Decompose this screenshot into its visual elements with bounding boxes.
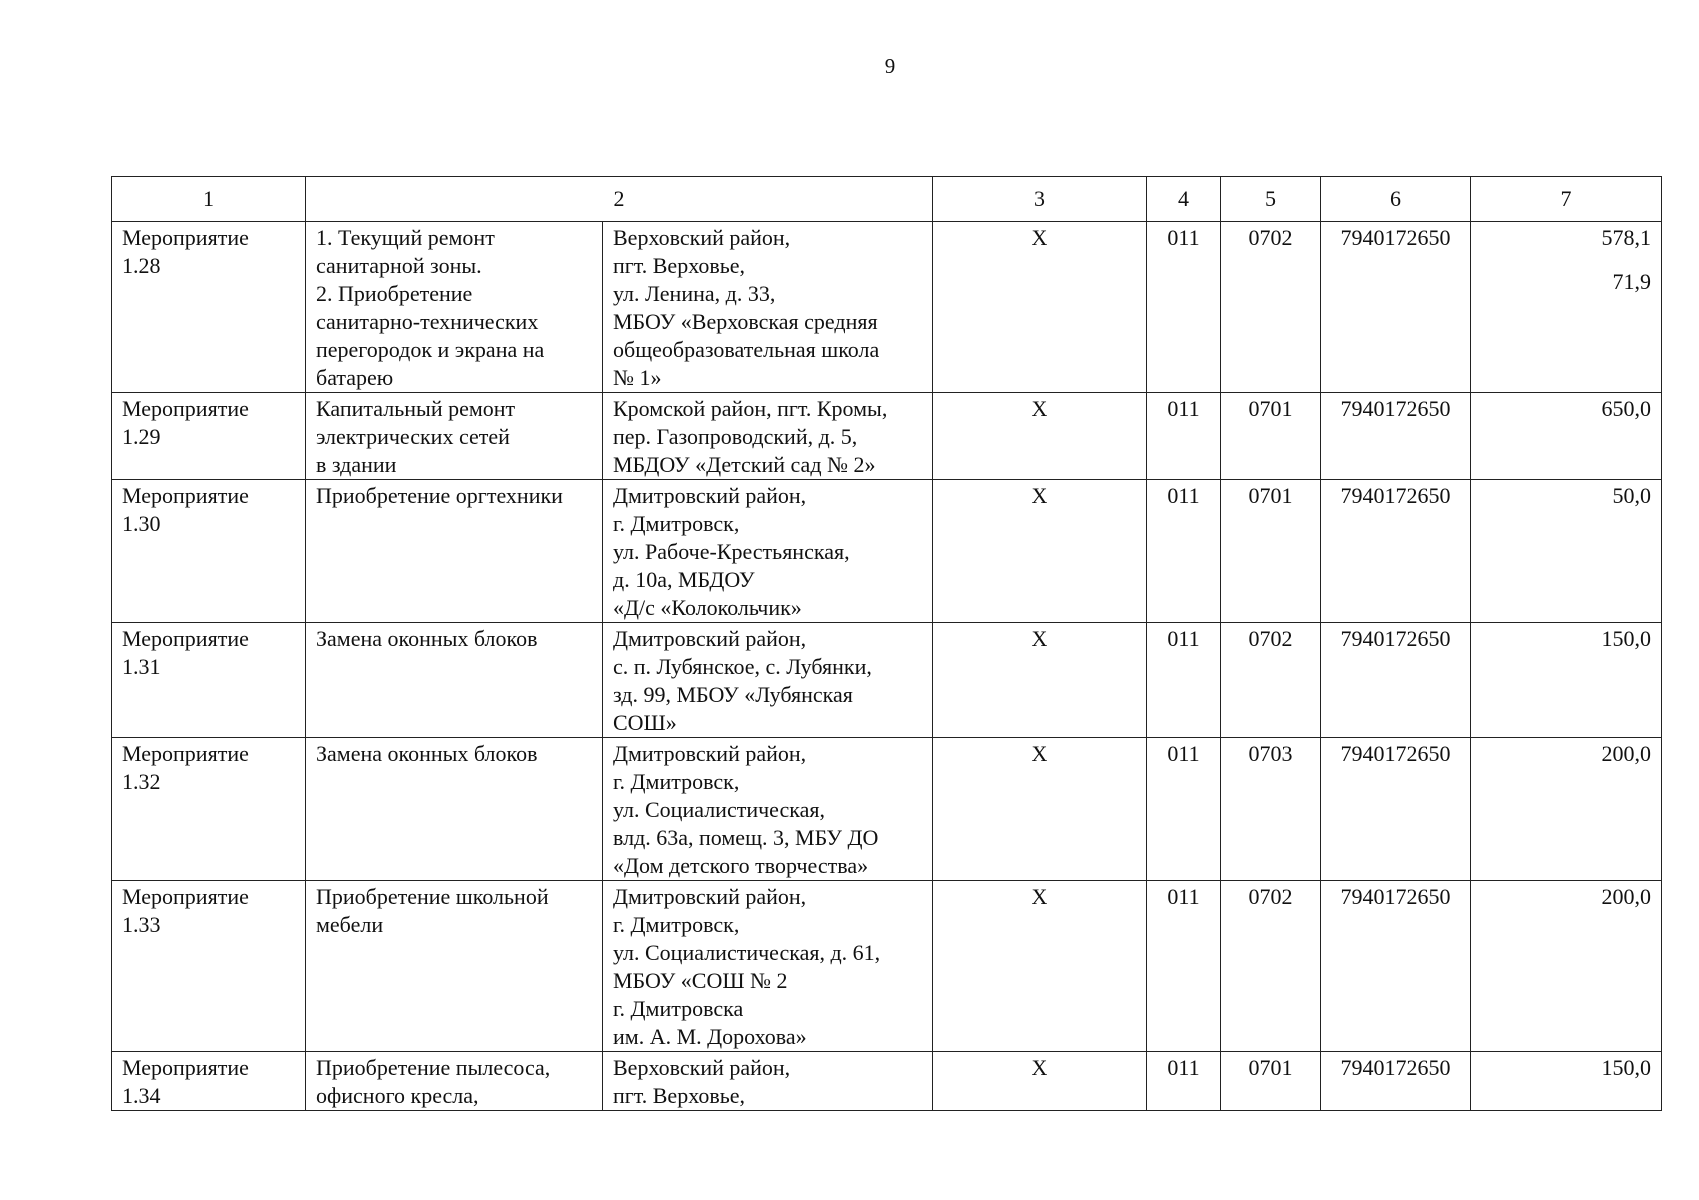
amount-cell	[1471, 1052, 1662, 1111]
header-cell-1: 1	[112, 177, 306, 222]
work-description-line: батарею	[316, 365, 394, 390]
activity-name-cell	[112, 393, 306, 480]
activity-name-cell	[112, 480, 306, 623]
col3-cell: Х	[933, 222, 1147, 393]
address-line: Дмитровский район,	[613, 483, 807, 508]
col4-cell: 011	[1147, 738, 1221, 881]
work-description-line: Капитальный ремонт	[316, 396, 516, 421]
col6-cell: 7940172650	[1321, 1052, 1471, 1111]
activity-name-cell	[112, 738, 306, 881]
work-description-line: электрических сетей	[316, 424, 510, 449]
work-description-cell	[306, 1052, 603, 1111]
header-cell-7: 7	[1471, 177, 1662, 222]
activity-name-line: Мероприятие	[122, 396, 249, 421]
budget-table	[111, 176, 1662, 1111]
amount-value: 150,0	[1601, 626, 1651, 651]
activity-name-cell	[112, 623, 306, 738]
address-line: № 1»	[613, 365, 662, 390]
header-cell-3: 3	[933, 177, 1147, 222]
activity-name-line: 1.28	[122, 253, 161, 278]
address-line: Дмитровский район,	[613, 884, 807, 909]
work-description-line: Замена оконных блоков	[316, 741, 538, 766]
address-line: г. Дмитровск,	[613, 511, 740, 536]
address-cell	[603, 222, 933, 393]
activity-name-line: Мероприятие	[122, 483, 249, 508]
table-row	[112, 623, 1662, 738]
address-line: г. Дмитровск,	[613, 769, 740, 794]
address-cell	[603, 623, 933, 738]
address-line: ул. Рабоче-Крестьянская,	[613, 539, 850, 564]
amount-value: 150,0	[1601, 1055, 1651, 1080]
table-row	[112, 1052, 1662, 1111]
address-line: «Д/с «Колокольчик»	[613, 595, 802, 620]
work-description-line: 1. Текущий ремонт	[316, 225, 495, 250]
col5-cell: 0701	[1221, 393, 1321, 480]
address-line: Верховский район,	[613, 225, 791, 250]
col6-cell: 7940172650	[1321, 738, 1471, 881]
work-description-cell	[306, 222, 603, 393]
address-line: г. Дмитровска	[613, 996, 744, 1021]
col4-cell: 011	[1147, 393, 1221, 480]
activity-name-cell	[112, 222, 306, 393]
col5-cell: 0702	[1221, 222, 1321, 393]
col6-cell: 7940172650	[1321, 623, 1471, 738]
work-description-line: санитарно-технических	[316, 309, 539, 334]
col3-cell: Х	[933, 623, 1147, 738]
col5-cell: 0701	[1221, 1052, 1321, 1111]
work-description-line: офисного кресла,	[316, 1083, 479, 1108]
address-line: общеобразовательная школа	[613, 337, 880, 362]
address-line: с. п. Лубянское, с. Лубянки,	[613, 654, 872, 679]
activity-name-line: Мероприятие	[122, 884, 249, 909]
header-cell-6: 6	[1321, 177, 1471, 222]
activity-name-cell	[112, 881, 306, 1052]
address-line: МБОУ «Верховская средняя	[613, 309, 878, 334]
col5-cell: 0701	[1221, 480, 1321, 623]
amount-cell	[1471, 480, 1662, 623]
address-cell	[603, 480, 933, 623]
activity-name-line: 1.34	[122, 1083, 161, 1108]
amount-value: 50,0	[1612, 483, 1651, 508]
header-cell-2: 2	[306, 177, 933, 222]
activity-name-line: Мероприятие	[122, 626, 249, 651]
activity-name-line: Мероприятие	[122, 741, 249, 766]
address-line: ул. Социалистическая, д. 61,	[613, 940, 881, 965]
table-row	[112, 738, 1662, 881]
table-row	[112, 393, 1662, 480]
table-row	[112, 222, 1662, 393]
header-row	[112, 177, 1662, 222]
address-line: Дмитровский район,	[613, 741, 807, 766]
col6-cell: 7940172650	[1321, 480, 1471, 623]
col4-cell: 011	[1147, 1052, 1221, 1111]
col4-cell: 011	[1147, 480, 1221, 623]
activity-name-line: 1.30	[122, 511, 161, 536]
address-line: пгт. Верховье,	[613, 1083, 746, 1108]
col5-cell: 0702	[1221, 623, 1321, 738]
amount-value: 650,0	[1601, 396, 1651, 421]
address-line: зд. 99, МБОУ «Лубянская	[613, 682, 853, 707]
amount-cell	[1471, 623, 1662, 738]
address-line: МБОУ «СОШ № 2	[613, 968, 788, 993]
col5-cell: 0702	[1221, 881, 1321, 1052]
col3-cell: Х	[933, 738, 1147, 881]
address-line: пгт. Верховье,	[613, 253, 746, 278]
col5-cell: 0703	[1221, 738, 1321, 881]
col4-cell: 011	[1147, 623, 1221, 738]
activity-name-line: 1.32	[122, 769, 161, 794]
address-line: МБДОУ «Детский сад № 2»	[613, 452, 876, 477]
address-line: «Дом детского творчества»	[613, 853, 869, 878]
amount-value: 200,0	[1601, 884, 1651, 909]
work-description-cell	[306, 623, 603, 738]
activity-name-line: Мероприятие	[122, 1055, 249, 1080]
activity-name-cell	[112, 1052, 306, 1111]
address-line: Кромской район, пгт. Кромы,	[613, 396, 888, 421]
work-description-line: Приобретение пылесоса,	[316, 1055, 551, 1080]
work-description-cell	[306, 480, 603, 623]
activity-name-line: 1.29	[122, 424, 161, 449]
address-line: пер. Газопроводский, д. 5,	[613, 424, 858, 449]
amount-value: 200,0	[1601, 741, 1651, 766]
header-cell-4: 4	[1147, 177, 1221, 222]
address-cell	[603, 1052, 933, 1111]
address-line: ул. Ленина, д. 33,	[613, 281, 776, 306]
header-cell-5: 5	[1221, 177, 1321, 222]
work-description-line: санитарной зоны.	[316, 253, 482, 278]
activity-name-line: 1.33	[122, 912, 161, 937]
work-description-cell	[306, 738, 603, 881]
address-line: г. Дмитровск,	[613, 912, 740, 937]
col6-cell: 7940172650	[1321, 881, 1471, 1052]
amount-value: 578,1	[1601, 225, 1651, 250]
address-line: д. 10а, МБДОУ	[613, 567, 755, 592]
amount-cell	[1471, 393, 1662, 480]
address-line: ул. Социалистическая,	[613, 797, 825, 822]
amount-cell	[1471, 881, 1662, 1052]
col3-cell: Х	[933, 480, 1147, 623]
address-cell	[603, 881, 933, 1052]
work-description-cell	[306, 881, 603, 1052]
amount-cell	[1471, 222, 1662, 393]
col6-cell: 7940172650	[1321, 222, 1471, 393]
col3-cell: Х	[933, 881, 1147, 1052]
col3-cell: Х	[933, 393, 1147, 480]
address-line: им. А. М. Дорохова»	[613, 1024, 807, 1049]
work-description-line: в здании	[316, 452, 397, 477]
work-description-line: Замена оконных блоков	[316, 626, 538, 651]
address-line: влд. 63а, помещ. 3, МБУ ДО	[613, 825, 879, 850]
amount-value: 71,9	[1612, 269, 1651, 294]
activity-name-line: Мероприятие	[122, 225, 249, 250]
address-cell	[603, 393, 933, 480]
address-line: СОШ»	[613, 710, 677, 735]
address-line: Дмитровский район,	[613, 626, 807, 651]
work-description-line: перегородок и экрана на	[316, 337, 545, 362]
address-line: Верховский район,	[613, 1055, 791, 1080]
amount-cell	[1471, 738, 1662, 881]
work-description-line: Приобретение школьной	[316, 884, 549, 909]
table-row	[112, 881, 1662, 1052]
work-description-line: Приобретение оргтехники	[316, 483, 563, 508]
col4-cell: 011	[1147, 222, 1221, 393]
work-description-line: мебели	[316, 912, 384, 937]
work-description-line: 2. Приобретение	[316, 281, 473, 306]
page-number: 9	[884, 54, 896, 78]
table-row	[112, 480, 1662, 623]
col4-cell: 011	[1147, 881, 1221, 1052]
col3-cell: Х	[933, 1052, 1147, 1111]
address-cell	[603, 738, 933, 881]
activity-name-line: 1.31	[122, 654, 161, 679]
col6-cell: 7940172650	[1321, 393, 1471, 480]
work-description-cell	[306, 393, 603, 480]
